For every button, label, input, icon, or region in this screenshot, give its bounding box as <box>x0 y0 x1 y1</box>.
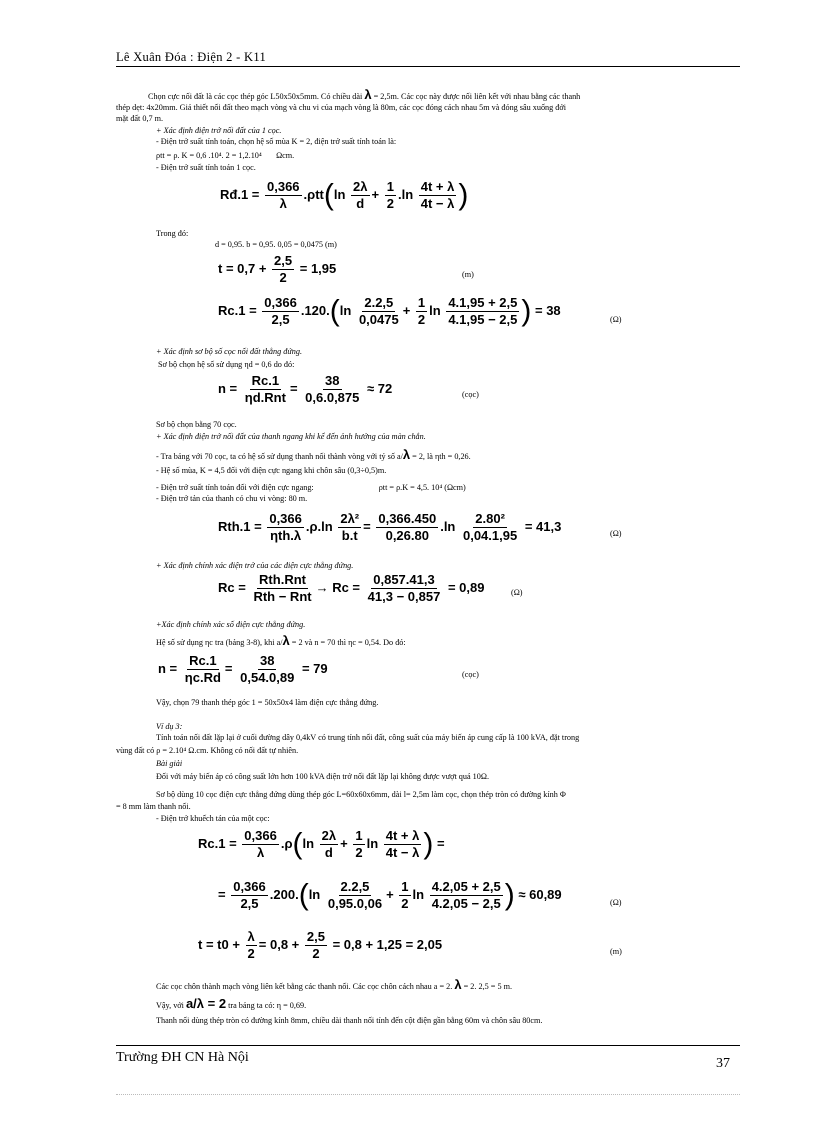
unit-coc-1: (cọc) <box>462 390 479 399</box>
heading-3: + Xác định điện trở nối đất của thanh ngang khi kể đến ảnh hưởng của màn chắn. <box>156 432 426 441</box>
line-21: Vậy, với a/λ = 2 tra bảng ta có: η = 0,69. <box>156 996 307 1011</box>
heading-2: + Xác định sơ bộ số cọc nối đất thẳng đứng. <box>156 347 303 356</box>
heading-5: +Xác định chính xác số điện cực thẳng đứng. <box>156 620 306 629</box>
unit-ohm-3: (Ω) <box>511 588 523 597</box>
unit-m-2: (m) <box>610 947 622 956</box>
formula-rc1: Rc.1 = $\frac{0,366}{2,5}$ .120.(ln $\frac{2.2,5}{0,0475}$ + $\frac{1}{2}$ ln $\frac{4.1,95 + 2,5}{4.1,95 - 2,5}$ ) = 38 <box>218 294 561 328</box>
page-header: Lê Xuân Đóa : Điện 2 - K11 <box>116 50 267 64</box>
heading-7: Bài giải <box>156 759 183 768</box>
line-19: - Điện trở khuếch tán của một cọc: <box>156 814 270 823</box>
formula-rc: Rc = $\frac{\text{Rth.Rnt}}{\text{Rth − Rnt}}$ → Rc = $\frac{0,857.41,3}{41,3 - 0,857}$ = 0,89 <box>218 572 485 604</box>
unit-m-1: (m) <box>462 270 474 279</box>
formula-n-final: n = $\frac{Rc.1}{\eta c.Rd}$ = $\frac{38}{0,54.0,89}$ = 79 <box>158 653 328 685</box>
formula-t-ex3: t = t0 + $\frac{\lambda}{2}$ = 0,8 + $\frac{2,5}{2}$ = 0,8 + 1,25 = 2,05 <box>198 929 443 961</box>
header-rule <box>116 66 740 67</box>
formula-rc1-ex3: Rc.1 = $\frac{0,366}{\lambda}$ .ρ(ln $\frac{2\lambda}{d}$ + $\frac{1}{2}$ ln $\frac{4t + \lambda}{4t - \lambda}$ ) = <box>198 827 445 861</box>
para-1: Chọn cực nối đất là các cọc thép góc L50x50x5mm. Có chiều dài λ = 2,5m. Các cọc này được nối liên kết với nhau bằng các thanh <box>148 87 581 102</box>
line-8: - Tra bảng với 70 cọc, ta có hệ số sử dụng thanh nối thành vòng với tỷ số a/λ = 2, là ηth = 0,26. <box>156 447 471 462</box>
formula-rc1-ex3-value: = $\frac{0,366}{2,5}$ .200.(ln $\frac{2.2,5}{0,95.0,06}$ + $\frac{1}{2}$ ln $\frac{4.2,05 + 2,5}{4.2,05 - 2,5}$ ) ≈ 60,89 <box>218 878 562 912</box>
line-12: Hệ số sử dụng ηc tra (bảng 3-8), khi a/λ = 2 và n = 70 thì ηc = 0,54. Do đó: <box>156 633 406 648</box>
heading-4: + Xác định chính xác điện trở của các điện cực thẳng đứng. <box>156 561 354 570</box>
line-22: Thanh nối dùng thép tròn có đường kính 8mm, chiều dài thanh nối tính đến cột điện gần bằng 60m và chôn sâu 80cm. <box>156 1016 543 1025</box>
line-6: Sơ bộ chọn hệ số sử dụng ηd = 0,6 do đó: <box>158 360 295 369</box>
formula-n-prelim: n = $\frac{Rc.1}{\text{ηd.Rnt}}$ = $\frac{38}{0,6.0,875}$ ≈ 72 <box>218 373 393 405</box>
line-9: - Hệ số mùa, K = 4,5 đối với điện cực ngang khi chôn sâu (0,3÷0,5)m. <box>156 466 387 475</box>
line-2: ρtt = ρ. K = 0,6 .10⁴. 2 = 1,2.10⁴ Ωcm. <box>156 151 295 160</box>
line-4: Trong đó: <box>156 229 189 238</box>
unit-ohm-2: (Ω) <box>610 529 622 538</box>
line-3: - Điện trở suất tính toán 1 cọc. <box>156 163 256 172</box>
formula-t: t = 0,7 + $\frac{2,5}{2}$ = 1,95 <box>218 253 337 285</box>
line-11: - Điện trở tản của thanh có chu vi vòng: 80 m. <box>156 494 308 503</box>
para-2: thép dẹt: 4x20mm. Giả thiết nối đất theo mạch vòng và chu vi của mạch vòng là 80m, các cọc đóng cách nhau 5m và đóng sâu xuống đới <box>116 103 566 112</box>
line-18: = 8 mm làm thanh nối. <box>116 802 191 811</box>
bottom-dotted-line <box>116 1094 740 1095</box>
line-20: Các cọc chôn thành mạch vòng liên kết bằng các thanh nối. Các cọc chôn cách nhau a = 2. λ = 2. 2,5 = 5 m. <box>156 977 512 992</box>
line-7: Sơ bộ chọn bằng 70 cọc. <box>156 420 237 429</box>
line-17: Sơ bộ dùng 10 cọc điện cực thẳng đứng dùng thép góc L=60x60x6mm, dài l= 2,5m làm cọc, chọn thép tròn có đường kính Φ <box>156 790 566 799</box>
heading-6: Ví dụ 3: <box>156 722 183 731</box>
line-14: Tính toán nối đất lặp lại ở cuối đường dây 0,4kV có trung tính nối đất, công suất của máy biến áp cung cấp là 100 kVA, đặt trong <box>156 733 580 742</box>
line-15: vùng đất có ρ = 2.10⁴ Ω.cm. Không có nối đất tự nhiên. <box>116 746 299 755</box>
unit-ohm-1: (Ω) <box>610 315 622 324</box>
line-16: Đối với máy biến áp có công suất lớn hơn 100 kVA điện trở nối đất lặp lại không được vượt quá 10Ω. <box>156 772 489 781</box>
formula-rd1: Rđ.1 = $\frac{0,366}{\lambda}$ .ρtt(ln $\frac{2\lambda}{d}$ + $\frac{1}{2}$ .ln $\frac{4t + \lambda}{4t - \lambda}$ ) <box>220 178 469 212</box>
formula-rth1: Rth.1 = $\frac{0,366}{\text{ηth.λ}}$ .ρ.ln $\frac{\text{2λ²}}{b.t}$ = $\frac{0,366.450}{0,26.80}$ .ln $\frac{\text{2.80²}}{0,04.1,95}$ = 41,3 <box>218 511 562 543</box>
footer-school: Trường ĐH CN Hà Nội <box>116 1050 249 1065</box>
line-13: Vậy, chọn 79 thanh thép góc 1 = 50x50x4 làm điện cực thẳng đứng. <box>156 698 379 707</box>
page-number: 37 <box>716 1056 730 1071</box>
unit-ohm-4: (Ω) <box>610 898 622 907</box>
footer-rule <box>116 1045 740 1046</box>
line-5: d = 0,95. b = 0,95. 0,05 = 0,0475 (m) <box>215 240 337 249</box>
para-3: mặt đất 0,7 m. <box>116 114 164 123</box>
line-1: - Điện trở suất tính toán, chọn hệ số mùa K = 2, điện trở suất tính toán là: <box>156 137 397 146</box>
heading-1: + Xác định điện trở nối đất của 1 cọc. <box>156 126 282 135</box>
line-10: - Điện trở suất tính toán đối với điện cực ngang: ρtt = ρ.K = 4,5. 10⁴ (Ωcm) <box>156 483 466 492</box>
unit-coc-2: (cọc) <box>462 670 479 679</box>
